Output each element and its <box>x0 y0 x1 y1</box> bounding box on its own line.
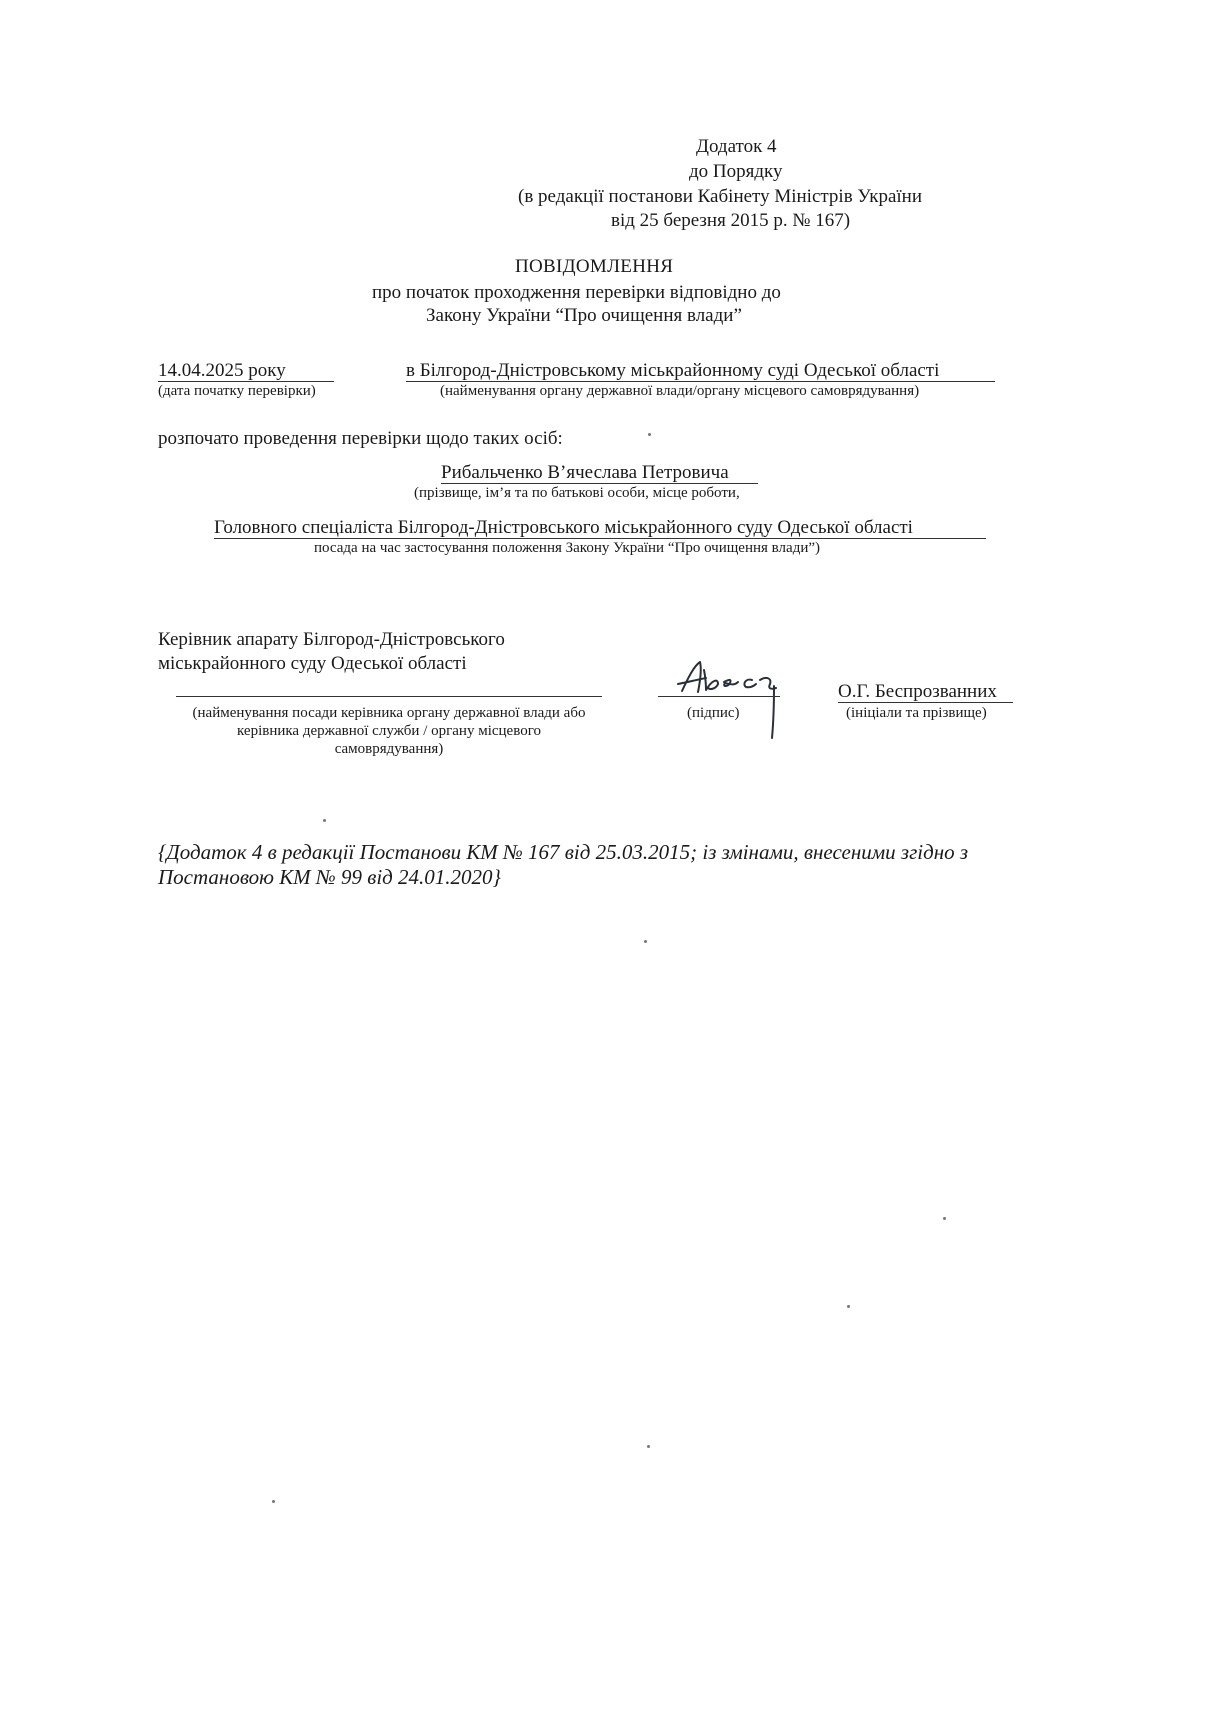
document-title: ПОВІДОМЛЕННЯ <box>515 256 674 277</box>
scan-speck <box>943 1217 946 1220</box>
check-start-date: 14.04.2025 року <box>158 360 286 381</box>
signature-underline <box>658 696 780 697</box>
scan-speck <box>647 1445 650 1448</box>
intro-text: розпочато проведення перевірки щодо таких осіб: <box>158 428 563 449</box>
document-subtitle-1: про початок проходження перевірки відповідно до <box>372 282 781 303</box>
date-underline <box>158 381 334 382</box>
scan-speck <box>644 940 647 943</box>
scan-speck <box>847 1305 850 1308</box>
head-title-caption-line-2: керівника державної служби / органу місцевого <box>237 723 541 739</box>
check-start-date-caption: (дата початку перевірки) <box>158 383 316 399</box>
appendix-line-4: від 25 березня 2015 р. № 167) <box>611 210 851 231</box>
signature-caption: (підпис) <box>687 705 740 721</box>
scan-speck <box>648 433 651 436</box>
footnote-line-2: Постановою КМ № 99 від 24.01.2020} <box>158 865 501 889</box>
organ-name: в Білгород-Дністровському міськрайонному суді Одеської області <box>406 360 940 381</box>
footnote-line-1: {Додаток 4 в редакції Постанови КМ № 167 від 25.03.2015; із змінами, внесеними згідно з <box>158 840 969 864</box>
scan-speck <box>272 1500 275 1503</box>
person-position-underline <box>214 538 986 539</box>
head-title-caption-line-1: (найменування посади керівника органу державної влади або <box>192 705 586 721</box>
signer-name: О.Г. Беспрозванних <box>838 681 997 702</box>
head-title-line-2: міськрайонного суду Одеської області <box>158 653 467 674</box>
organ-underline <box>406 381 995 382</box>
signer-name-underline <box>838 702 1013 703</box>
head-title-caption-line-3: самоврядування) <box>334 741 444 757</box>
person-name: Рибальченко В’ячеслава Петровича <box>441 462 729 483</box>
person-position: Головного спеціаліста Білгород-Дністровського міськрайонного суду Одеської області <box>214 517 913 538</box>
person-name-caption: (прізвище, ім’я та по батькові особи, місце роботи, <box>414 485 740 501</box>
document-subtitle-2: Закону України “Про очищення влади” <box>426 305 742 326</box>
person-position-caption: посада на час застосування положення Закону України “Про очищення влади”) <box>314 540 821 556</box>
scan-speck <box>323 819 326 822</box>
head-title-underline <box>176 696 602 697</box>
appendix-line-3: (в редакції постанови Кабінету Міністрів України <box>518 186 922 207</box>
appendix-line-2: до Порядку <box>689 161 783 182</box>
person-name-underline <box>441 483 758 484</box>
handwritten-signature <box>670 656 800 746</box>
appendix-line-1: Додаток 4 <box>696 136 777 157</box>
signer-name-caption: (ініціали та прізвище) <box>846 705 987 721</box>
organ-name-caption: (найменування органу державної влади/органу місцевого самоврядування) <box>440 383 920 399</box>
head-title-line-1: Керівник апарату Білгород-Дністровського <box>158 629 505 650</box>
